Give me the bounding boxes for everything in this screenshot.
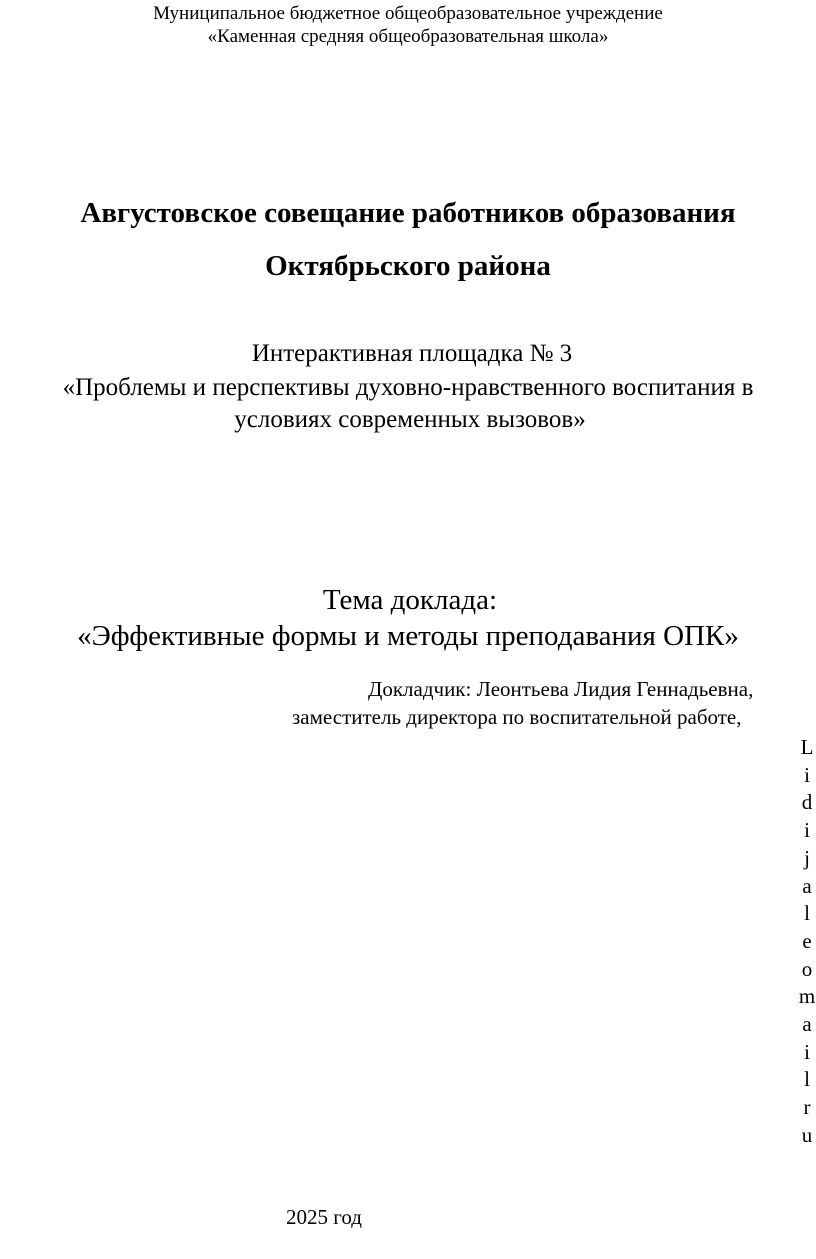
email-char: u [801,1122,813,1147]
platform-name-line2: условиях современных вызовов» [234,406,586,433]
platform-number: Интерактивная площадка № 3 [251,340,573,367]
email-char: a [802,873,812,898]
email-char: j [804,845,810,870]
email-char: l [804,901,810,926]
email-char: e [802,928,812,953]
email-char: m [798,984,816,1009]
email-char: o [801,956,813,981]
platform-name-line1: «Проблемы и перспективы духовно-нравственного воспитания в [62,374,754,401]
document-title-line1: Августовское совещание работников образования [80,197,736,229]
speaker-position: заместитель директора по воспитательной работе, [292,705,742,729]
report-topic-label: Тема доклада: [322,584,498,616]
email-char: i [804,762,810,787]
email-char: l [804,1067,810,1092]
document-title-line2: Октябрьского района [265,250,551,282]
report-topic-name: «Эффективные формы и методы преподавания ОПК» [77,620,739,652]
document-year: 2025 год [286,1205,362,1229]
speaker-name: Докладчик: Леонтьева Лидия Геннадьевна, [368,677,754,701]
speaker-email [792,734,816,1150]
institution-name-line1: Муниципальное бюджетное общеобразовательное учреждение [153,3,663,24]
email-char: i [804,818,810,843]
institution-name-line2: «Каменная средняя общеобразовательная школа» [207,26,609,47]
email-char: r [803,1095,811,1120]
email-char: i [804,1039,810,1064]
email-char: L [800,735,814,759]
email-char: d [801,790,813,815]
email-char: a [802,1012,812,1037]
